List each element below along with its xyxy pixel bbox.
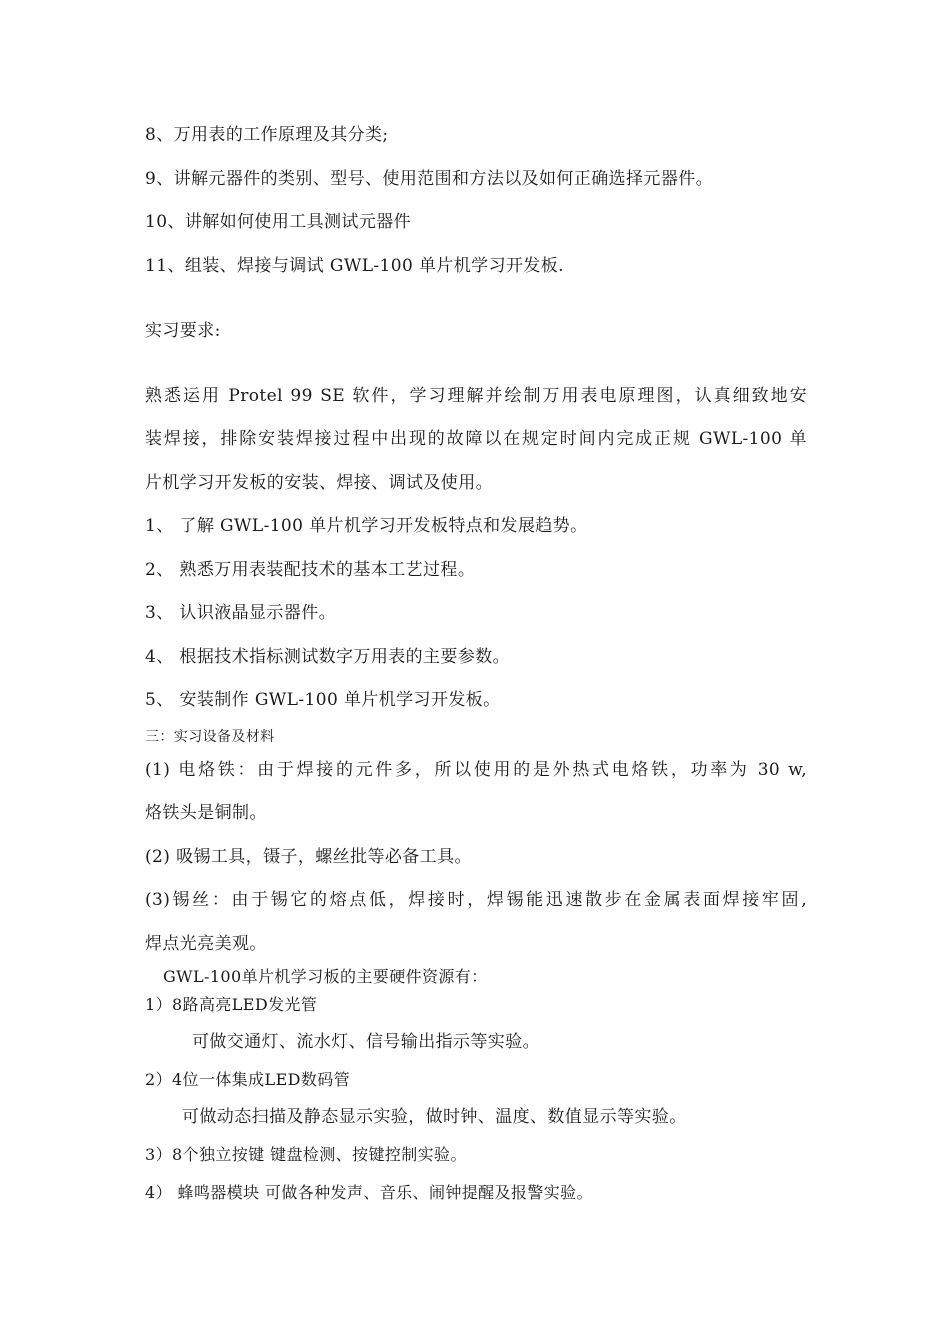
list-item-10: 10、讲解如何使用工具测试元器件 bbox=[145, 212, 412, 232]
equipment-item-1-line-2: 烙铁头是铜制。 bbox=[145, 803, 267, 823]
equipment-item-2: (2) 吸锡工具，镊子，螺丝批等必备工具。 bbox=[145, 847, 472, 867]
equipment-item-1-line-1: (1) 电烙铁：由于焊接的元件多，所以使用的是外热式电烙铁，功率为 30 w, bbox=[145, 760, 807, 780]
requirement-item-5: 5、 安装制作 GWL-100 单片机学习开发板。 bbox=[145, 690, 501, 710]
equipment-item-3-line-2: 焊点光亮美观。 bbox=[145, 934, 267, 954]
requirements-paragraph-line-2: 装焊接，排除安装焊接过程中出现的故障以在规定时间内完成正规 GWL-100 单 bbox=[145, 429, 807, 449]
list-item-11: 11、组装、焊接与调试 GWL-100 单片机学习开发板. bbox=[145, 256, 564, 276]
hardware-item-2: 2）4位一体集成LED数码管 bbox=[145, 1070, 351, 1089]
hardware-item-1-desc: 可做交通灯、流水灯、信号输出指示等实验。 bbox=[192, 1032, 540, 1052]
section-3-heading: 三：实习设备及材料 bbox=[145, 729, 275, 745]
hardware-item-3: 3）8个独立按键 键盘检测、按键控制实验。 bbox=[145, 1145, 467, 1164]
requirement-item-3: 3、 认识液晶显示器件。 bbox=[145, 603, 337, 623]
hardware-item-2-desc: 可做动态扫描及静态显示实验，做时钟、温度、数值显示等实验。 bbox=[182, 1107, 687, 1127]
list-item-8: 8、万用表的工作原理及其分类; bbox=[145, 125, 389, 145]
requirement-item-1: 1、 了解 GWL-100 单片机学习开发板特点和发展趋势。 bbox=[145, 516, 588, 536]
requirements-heading: 实习要求: bbox=[145, 321, 221, 341]
list-item-9: 9、讲解元器件的类别、型号、使用范围和方法以及如何正确选择元器件。 bbox=[145, 169, 714, 189]
requirements-paragraph-line-1: 熟悉运用 Protel 99 SE 软件，学习理解并绘制万用表电原理图，认真细致地安 bbox=[145, 386, 807, 406]
hardware-item-4: 4） 蜂鸣器模块 可做各种发声、音乐、闹钟提醒及报警实验。 bbox=[145, 1183, 593, 1202]
requirement-item-4: 4、 根据技术指标测试数字万用表的主要参数。 bbox=[145, 647, 511, 667]
hardware-item-1: 1）8路高亮LED发光管 bbox=[145, 995, 318, 1014]
equipment-item-3-line-1: (3)锡丝：由于锡它的熔点低，焊接时，焊锡能迅速散步在金属表面焊接牢固, bbox=[145, 890, 807, 910]
requirement-item-2: 2、 熟悉万用表装配技术的基本工艺过程。 bbox=[145, 560, 476, 580]
requirements-paragraph-line-3: 片机学习开发板的安装、焊接、调试及使用。 bbox=[145, 473, 493, 493]
hardware-heading: GWL-100单片机学习板的主要硬件资源有： bbox=[163, 967, 488, 986]
